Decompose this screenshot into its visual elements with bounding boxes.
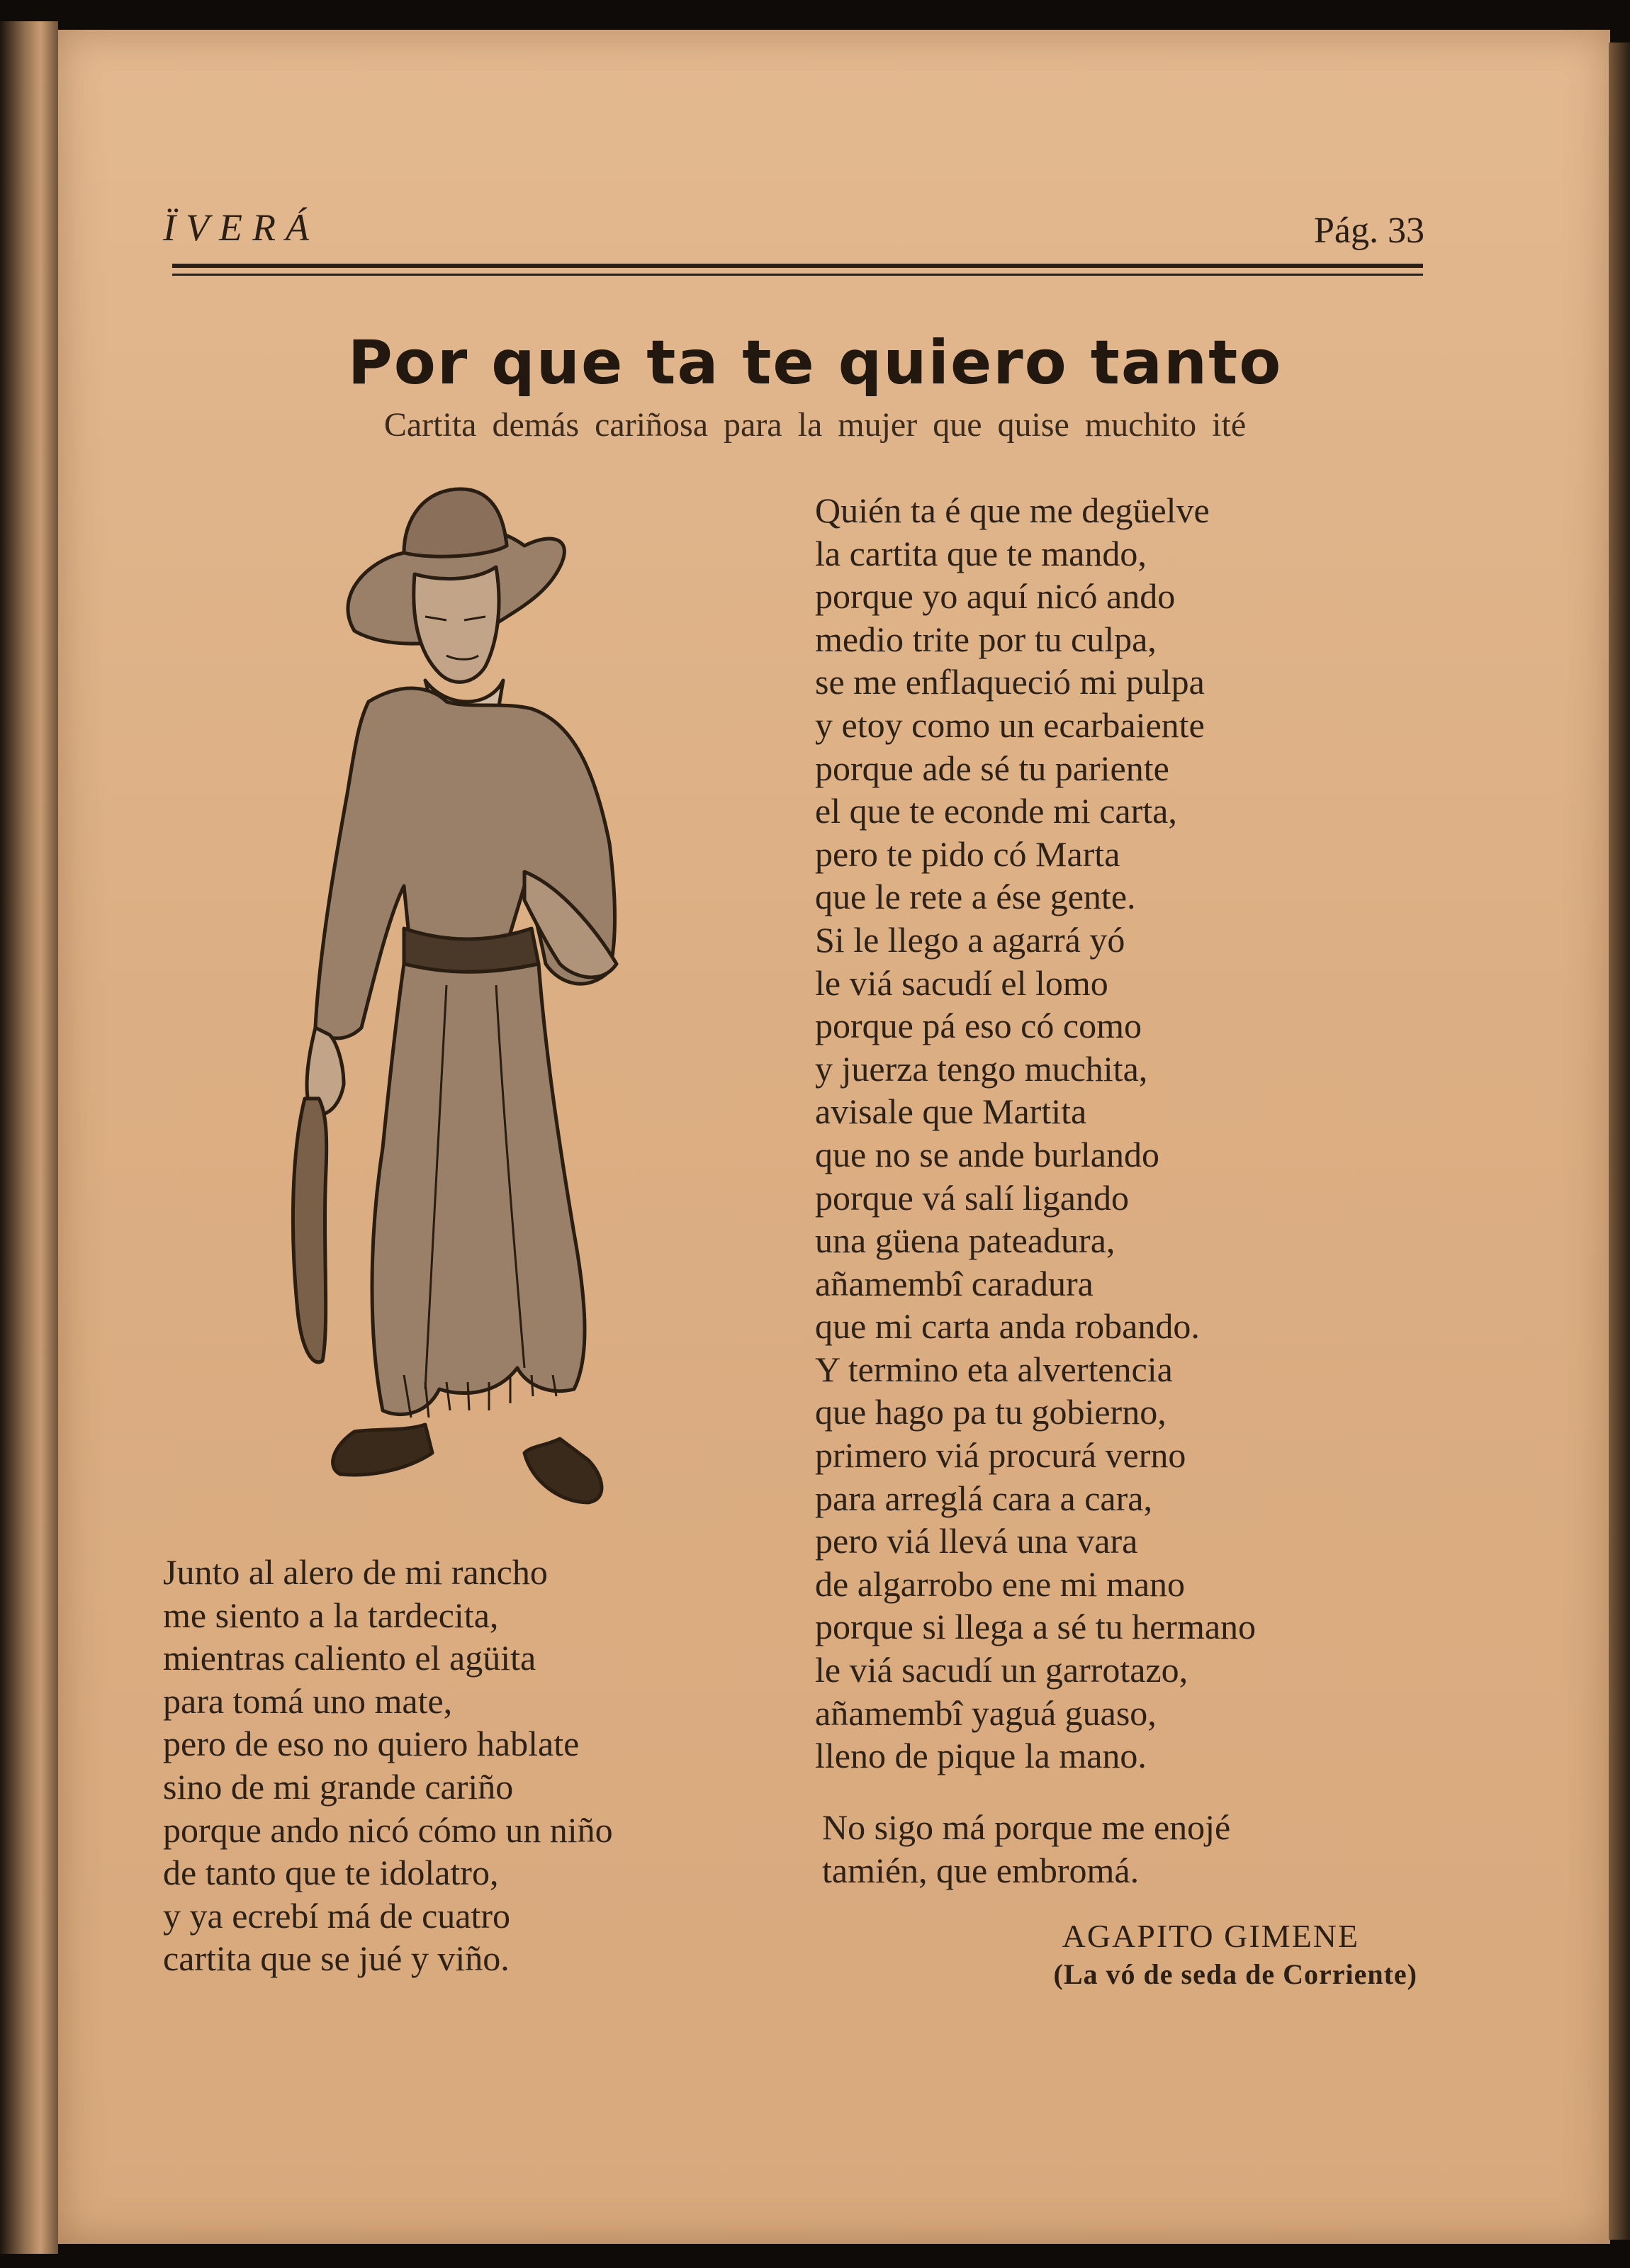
poem-line: porque pá eso có como — [815, 1006, 1142, 1046]
poem-line: de tanto que te idolatro, — [163, 1853, 499, 1893]
hat-crown — [404, 489, 507, 556]
gaucho-woman-illustration — [191, 475, 702, 1538]
poem-line: una güena pateadura, — [815, 1220, 1115, 1261]
header-rule-thin — [172, 274, 1423, 276]
left-shoe — [333, 1425, 432, 1475]
poem-left-stanza — [163, 1551, 613, 1980]
page-number: Pág. 33 — [1314, 210, 1424, 251]
poem-line: sino de mi grande cariño — [163, 1766, 514, 1807]
poem-line: que le rete a ése gente. — [815, 877, 1136, 917]
poem-closing — [822, 1806, 1230, 1892]
header-rule — [172, 264, 1423, 268]
poem-line: que no se ande burlando — [815, 1134, 1159, 1174]
poem-line: primero viá procurá verno — [815, 1435, 1186, 1476]
poem-line: Y termino eta alvertencia — [815, 1349, 1173, 1389]
poem-line: añamembî yaguá guaso, — [815, 1692, 1157, 1733]
poem-line: y etoy como un ecarbaiente — [815, 704, 1205, 745]
poem-line: pero te pido có Marta — [815, 833, 1120, 874]
right-shoe — [524, 1439, 602, 1503]
poem-line: lleno de pique la mano. — [815, 1736, 1147, 1776]
poem-line: porque ade sé tu pariente — [815, 748, 1169, 788]
poem-line: medio trite por tu culpa, — [815, 619, 1157, 659]
poem-line: porque vá salí ligando — [815, 1177, 1129, 1218]
poem-line: y ya ecrebí má de cuatro — [163, 1895, 511, 1936]
face — [414, 567, 499, 682]
poem-line: tamién, que embromá. — [822, 1851, 1140, 1890]
poem-line: que hago pa tu gobierno, — [815, 1392, 1167, 1432]
whip — [293, 1099, 326, 1362]
poem-line: porque yo aquí nicó ando — [815, 576, 1176, 617]
poem-line: mientras caliento el agüita — [163, 1638, 536, 1678]
poem-right-stanza — [815, 489, 1256, 1778]
poem-line: pero de eso no quiero hablate — [163, 1724, 580, 1764]
skirt — [372, 964, 585, 1415]
poem-line: añamembî caradura — [815, 1263, 1094, 1303]
poem-line: pero viá llevá una vara — [815, 1521, 1138, 1561]
poem-line: se me enflaqueció mi pulpa — [815, 662, 1205, 702]
author-signature: AGAPITO GIMENE — [1062, 1918, 1359, 1954]
poem-line: cartita que se jué y viño. — [163, 1938, 510, 1979]
poem-line: No sigo má porque me enojé — [822, 1807, 1231, 1847]
signature-source: (La vó de seda de Corriente) — [1053, 1958, 1417, 1990]
article-title: Por que ta te quiero tanto — [347, 327, 1283, 398]
poem-line: y juerza tengo muchita, — [815, 1048, 1148, 1089]
poem-line: que mi carta anda robando. — [815, 1306, 1200, 1347]
poem-line: me siento a la tardecita, — [163, 1595, 499, 1635]
poem-line: la cartita que te mando, — [815, 533, 1147, 573]
poem-line: de algarrobo ene mi mano — [815, 1564, 1186, 1604]
poem-line: porque si llega a sé tu hermano — [815, 1607, 1257, 1647]
article-subtitle: Cartita demás cariñosa para la mujer que quise muchito ité — [383, 406, 1247, 444]
poem-line: para arreglá cara a cara, — [815, 1478, 1152, 1518]
journal-name: ÏVERÁ — [163, 206, 319, 249]
poem-line: Junto al alero de mi rancho — [163, 1552, 548, 1592]
poem-line: avisale que Martita — [815, 1091, 1087, 1132]
poem-line: para tomá uno mate, — [163, 1680, 453, 1721]
poem-line: Si le llego a agarrá yó — [815, 919, 1125, 960]
poem-line: porque ando nicó cómo un niño — [163, 1809, 613, 1850]
poem-line: Quién ta é que me degüelve — [815, 490, 1210, 530]
poem-line: el que te econde mi carta, — [815, 791, 1177, 831]
poem-line: le viá sacudí un garrotazo, — [815, 1650, 1188, 1690]
poem-line: le viá sacudí el lomo — [815, 962, 1108, 1003]
